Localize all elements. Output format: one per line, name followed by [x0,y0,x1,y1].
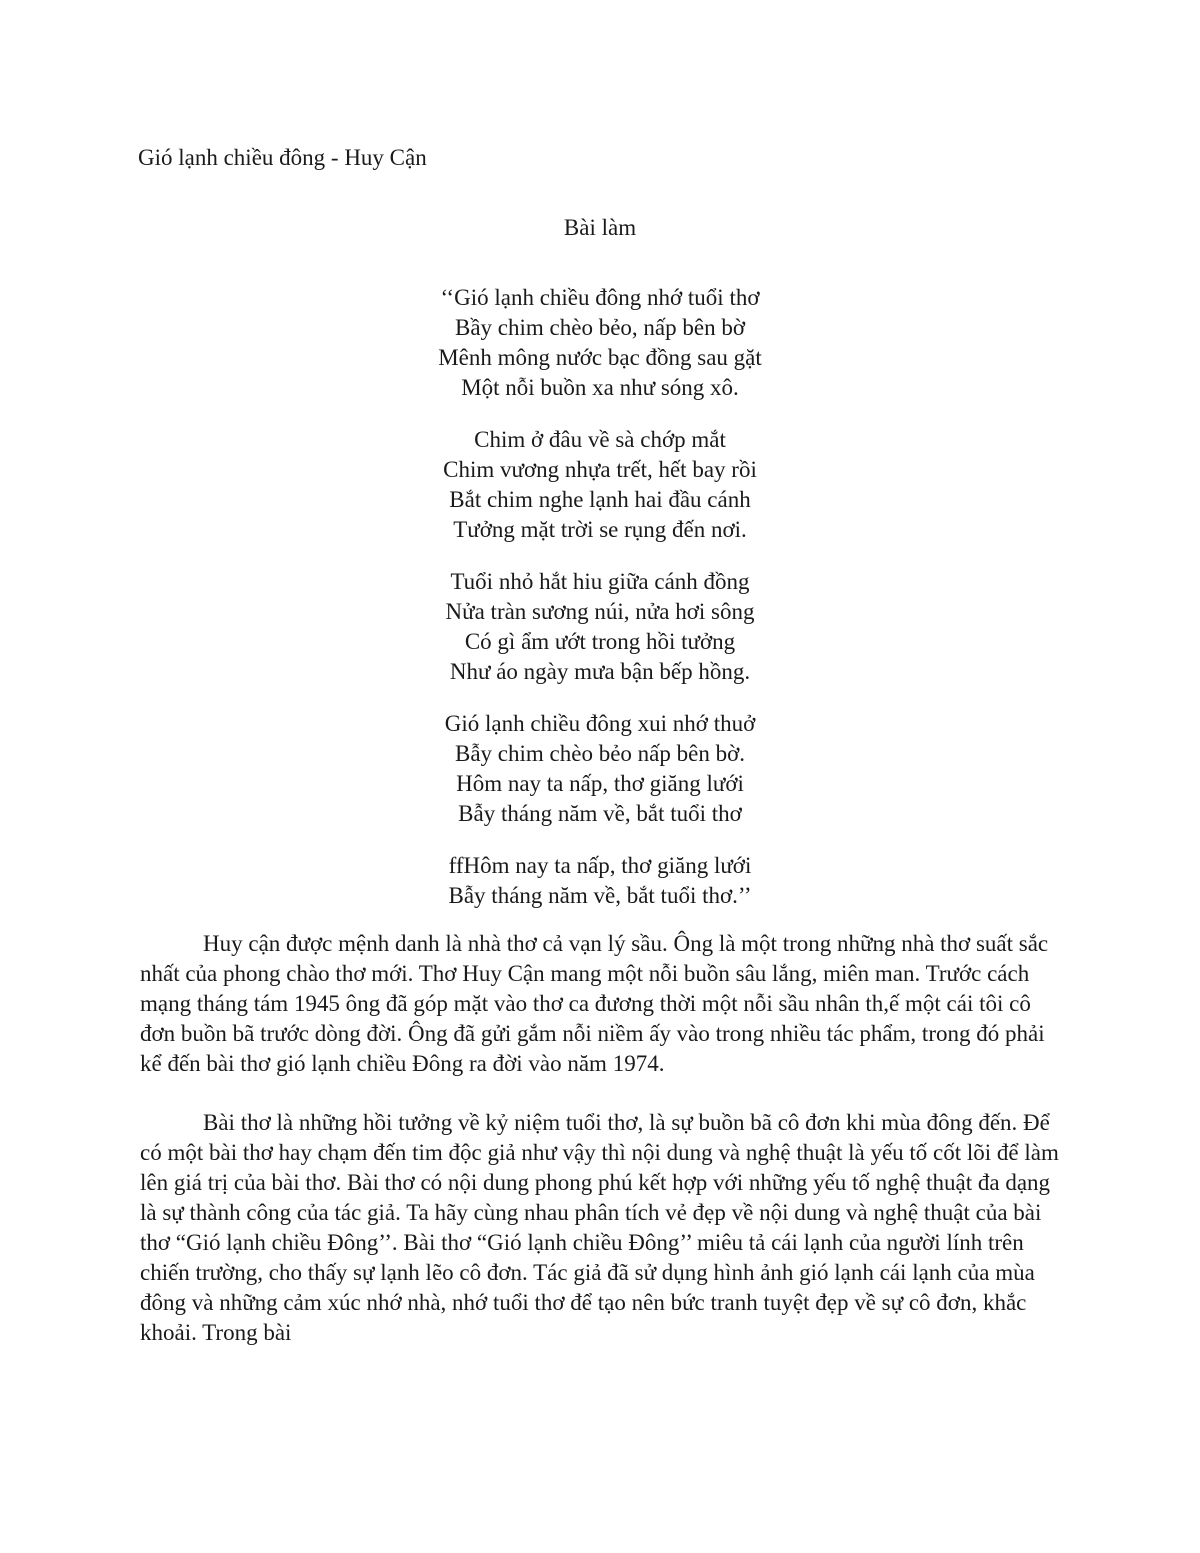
poem-line: Bắt chim nghe lạnh hai đầu cánh [449,487,751,512]
poem-line: Bẫy chim chèo bẻo nấp bên bờ. [455,741,745,766]
poem-line: Tuổi nhỏ hắt hiu giữa cánh đồng [450,569,750,594]
document-title: Gió lạnh chiều đông - Huy Cận [138,145,427,170]
poem-line: Gió lạnh chiều đông xui nhớ thuở [444,711,756,736]
poem-line: Chim ở đâu về sà chớp mắt [474,427,726,452]
poem-line: Có gì ẩm ướt trong hồi tưởng [464,629,736,654]
essay-body [140,929,1060,1377]
poem [0,283,1200,933]
poem-line: Nửa tràn sương núi, nửa hơi sông [445,599,755,624]
poem-line: ‘‘Gió lạnh chiều đông nhớ tuổi thơ [440,285,760,310]
poem-stanza [0,425,1200,545]
poem-line: Như áo ngày mưa bận bếp hồng. [449,659,751,684]
section-heading: Bài làm [563,215,637,240]
poem-line: Bầy chim chèo bẻo, nấp bên bờ [455,315,745,340]
poem-line: Hôm nay ta nấp, thơ giăng lưới [456,771,744,796]
poem-stanza [0,709,1200,829]
body-paragraph: Huy cận được mệnh danh là nhà thơ cả vạn lý sầu. Ông là một trong những nhà thơ suất sắc nhất của phong chào thơ mới. Thơ Huy Cận mang một nỗi buồn sâu lắng, miên man. Trước cách mạng tháng tám 1945 ông đã góp mặt vào thơ ca đương thời một nỗi sầu nhân th,ế một cái tôi cô đơn buồn bã trước dòng đời. Ông đã gửi gắm nỗi niềm ấy vào trong nhiều tác phẩm, trong đó phải kể đến bài thơ gió lạnh chiều Đông ra đời vào năm 1974. [140,931,1049,1076]
poem-line: Bẫy tháng năm về, bắt tuổi thơ [458,801,742,826]
poem-line: Tưởng mặt trời se rụng đến nơi. [453,517,747,542]
poem-line: ffHôm nay ta nấp, thơ giăng lưới [448,853,752,878]
poem-stanza [0,567,1200,687]
poem-line: Bẫy tháng năm về, bắt tuổi thơ.’’ [448,883,752,908]
poem-stanza [0,283,1200,403]
body-paragraph: Bài thơ là những hồi tưởng về kỷ niệm tuổi thơ, là sự buồn bã cô đơn khi mùa đông đến. Để có một bài thơ hay chạm đến tim độc giả như vậy thì nội dung và nghệ thuật là yếu tố cốt lõi để làm lên giá trị của bài thơ. Bài thơ có nội dung phong phú kết hợp với những yếu tố nghệ thuật đa dạng là sự thành công của tác giả. Ta hãy cùng nhau phân tích vẻ đẹp về nội dung và nghệ thuật của bài thơ “Gió lạnh chiều Đông’’. Bài thơ “Gió lạnh chiều Đông’’ miêu tả cái lạnh của người lính trên chiến trường, cho thấy sự lạnh lẽo cô đơn. Tác giả đã sử dụng hình ảnh gió lạnh cái lạnh của mùa đông và những cảm xúc nhớ nhà, nhớ tuổi thơ để tạo nên bức tranh tuyệt đẹp về sự cô đơn, khắc khoải. Trong bài [140,1110,1059,1345]
poem-line: Chim vương nhựa trết, hết bay rồi [443,457,757,482]
poem-line: Mênh mông nước bạc đồng sau gặt [438,345,762,370]
poem-stanza [0,851,1200,911]
poem-line: Một nỗi buồn xa như sóng xô. [461,375,739,400]
